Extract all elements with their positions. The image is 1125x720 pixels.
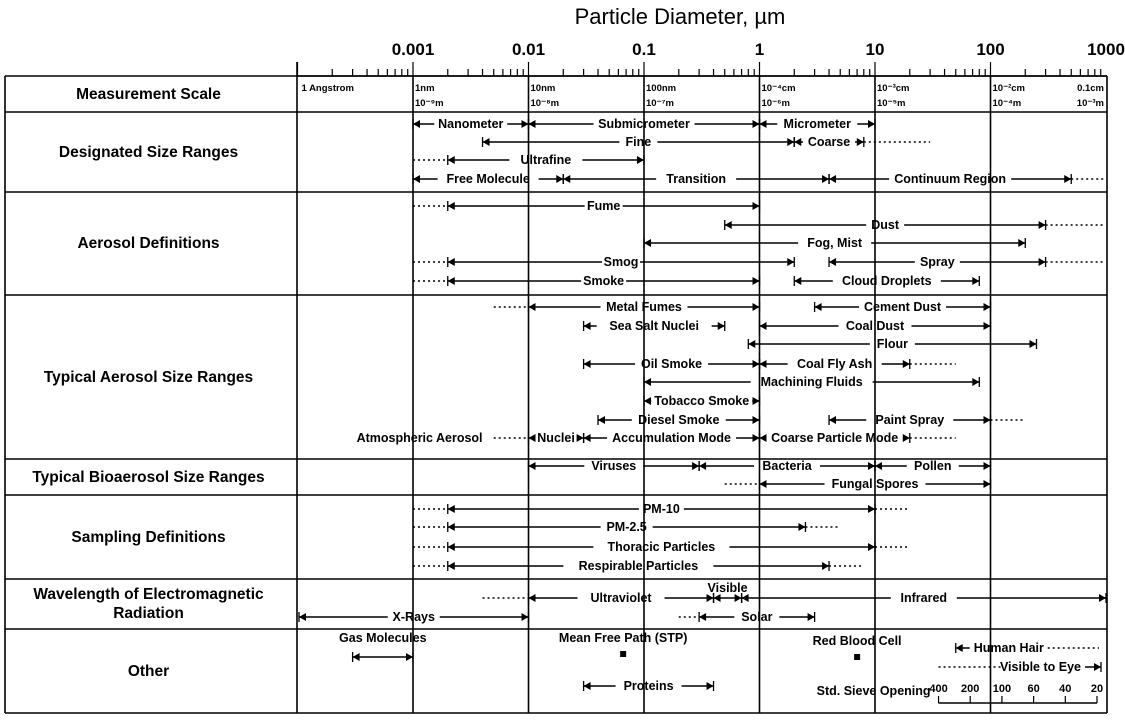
range-arrowhead bbox=[556, 175, 563, 183]
range-arrowhead bbox=[584, 434, 591, 442]
range-label: Transition bbox=[666, 172, 727, 186]
range-arrowhead bbox=[448, 505, 455, 513]
range-label: Infrared bbox=[900, 591, 948, 605]
size-range bbox=[413, 520, 840, 534]
range-label: Nuclei bbox=[537, 431, 575, 445]
range-arrowhead bbox=[644, 397, 651, 405]
size-range bbox=[644, 394, 760, 408]
range-label: Red Blood Cell bbox=[812, 634, 902, 648]
size-range bbox=[815, 300, 991, 314]
size-range bbox=[829, 255, 1104, 269]
range-arrowhead bbox=[753, 416, 760, 424]
section-typical-bioaerosol-size-ranges: Typical Bioaerosol Size Ranges bbox=[32, 468, 265, 486]
section-electromagnetic-wavelength: Wavelength of Electromagnetic Radiation bbox=[33, 586, 264, 622]
range-label: Ultraviolet bbox=[590, 591, 652, 605]
scale-label: 10⁻⁴cm bbox=[761, 83, 796, 94]
range-label: Diesel Smoke bbox=[638, 413, 720, 427]
range-arrowhead bbox=[448, 543, 455, 551]
sieve-number: 100 bbox=[992, 683, 1012, 695]
point-marker bbox=[854, 654, 860, 660]
section-typical-aerosol-size-ranges: Typical Aerosol Size Ranges bbox=[43, 368, 254, 386]
range-label: Nanometer bbox=[438, 117, 504, 131]
range-arrowhead bbox=[413, 175, 420, 183]
range-label: Smog bbox=[603, 255, 639, 269]
range-arrowhead bbox=[984, 480, 991, 488]
range-arrowhead bbox=[972, 277, 979, 285]
range-arrowhead bbox=[903, 434, 910, 442]
decade-label: 0.1 bbox=[632, 40, 656, 59]
range-arrowhead bbox=[868, 505, 875, 513]
size-range bbox=[725, 218, 1104, 232]
range-arrowhead bbox=[718, 322, 725, 330]
range-label: PM-2.5 bbox=[606, 520, 647, 534]
size-range bbox=[483, 591, 714, 605]
decade-label: 1000 bbox=[1087, 40, 1125, 59]
size-range bbox=[494, 300, 760, 314]
section-measurement-scale: Measurement Scale bbox=[76, 85, 221, 103]
size-range bbox=[598, 413, 759, 427]
range-arrowhead bbox=[413, 120, 420, 128]
range-arrowhead bbox=[529, 434, 536, 442]
range-arrowhead bbox=[1029, 340, 1036, 348]
range-arrowhead bbox=[563, 175, 570, 183]
range-arrowhead bbox=[753, 303, 760, 311]
range-arrowhead bbox=[956, 644, 963, 652]
decade-label: 1 bbox=[754, 40, 765, 59]
range-arrowhead bbox=[753, 277, 760, 285]
range-arrowhead bbox=[1094, 663, 1101, 671]
range-arrowhead bbox=[448, 258, 455, 266]
size-range bbox=[563, 172, 829, 186]
range-arrowhead bbox=[753, 397, 760, 405]
range-label: Sea Salt Nuclei bbox=[609, 319, 699, 333]
decade-label: 0.01 bbox=[511, 40, 546, 59]
range-label: Gas Molecules bbox=[339, 631, 427, 645]
size-range bbox=[299, 610, 529, 624]
range-arrowhead bbox=[522, 120, 529, 128]
section-aerosol-definitions: Aerosol Definitions bbox=[77, 235, 220, 252]
range-arrowhead bbox=[794, 277, 801, 285]
range-label: Fine bbox=[625, 135, 652, 149]
sieve-number: 400 bbox=[929, 683, 948, 695]
range-arrowhead bbox=[448, 523, 455, 531]
scale-label: 10nm bbox=[530, 83, 556, 94]
range-arrowhead bbox=[984, 416, 991, 424]
range-arrowhead bbox=[868, 462, 875, 470]
range-label: Coal Dust bbox=[845, 319, 905, 333]
range-arrowhead bbox=[787, 138, 794, 146]
range-label: Accumulation Mode bbox=[612, 431, 731, 445]
range-label: PM-10 bbox=[642, 502, 680, 516]
range-arrowhead bbox=[522, 613, 529, 621]
range-label: Coarse Particle Mode bbox=[771, 431, 899, 445]
range-arrowhead bbox=[822, 175, 829, 183]
range-arrowhead bbox=[529, 594, 536, 602]
size-range bbox=[644, 236, 1025, 250]
range-arrowhead bbox=[753, 434, 760, 442]
size-range bbox=[413, 172, 563, 186]
range-label: Micrometer bbox=[783, 117, 851, 131]
range-label: Visible bbox=[707, 581, 748, 595]
range-label: Human Hair bbox=[973, 641, 1044, 655]
mean-free-path bbox=[559, 631, 688, 657]
range-label: Metal Fumes bbox=[606, 300, 682, 314]
scale-label: 10⁻⁷m bbox=[646, 98, 674, 109]
range-arrowhead bbox=[829, 416, 836, 424]
visible-to-eye bbox=[939, 660, 1101, 674]
sieve-scale bbox=[817, 683, 1104, 703]
scale-label: 1nm bbox=[415, 83, 435, 94]
range-arrowhead bbox=[808, 613, 815, 621]
chart-title: Particle Diameter, µm bbox=[574, 4, 786, 29]
size-range bbox=[584, 319, 725, 333]
size-range bbox=[679, 610, 815, 624]
range-arrowhead bbox=[984, 322, 991, 330]
range-arrowhead bbox=[644, 239, 651, 247]
range-arrowhead bbox=[760, 480, 767, 488]
decade-label: 100 bbox=[976, 40, 1005, 59]
size-range bbox=[357, 431, 483, 445]
range-arrowhead bbox=[644, 378, 651, 386]
range-arrowhead bbox=[735, 594, 742, 602]
range-arrowhead bbox=[984, 462, 991, 470]
range-arrowhead bbox=[692, 462, 699, 470]
range-arrowhead bbox=[707, 682, 714, 690]
range-label: Paint Spray bbox=[875, 413, 945, 427]
scale-label: 10⁻²cm bbox=[992, 83, 1025, 94]
range-arrowhead bbox=[822, 562, 829, 570]
range-label: Flour bbox=[876, 337, 909, 351]
range-arrowhead bbox=[448, 562, 455, 570]
range-arrowhead bbox=[1039, 221, 1046, 229]
range-arrowhead bbox=[584, 360, 591, 368]
size-range bbox=[413, 540, 910, 554]
range-label: Fog, Mist bbox=[807, 236, 863, 250]
range-arrowhead bbox=[753, 360, 760, 368]
range-arrowhead bbox=[577, 434, 584, 442]
range-label: Proteins bbox=[623, 679, 674, 693]
range-arrowhead bbox=[815, 303, 822, 311]
range-label: Cloud Droplets bbox=[841, 274, 932, 288]
range-arrowhead bbox=[787, 258, 794, 266]
range-arrowhead bbox=[483, 138, 490, 146]
range-arrowhead bbox=[857, 138, 864, 146]
range-arrowhead bbox=[972, 378, 979, 386]
range-label: Spray bbox=[919, 255, 955, 269]
size-range bbox=[829, 172, 1104, 186]
scale-label: 10⁻⁸m bbox=[530, 98, 560, 109]
range-arrowhead bbox=[794, 138, 801, 146]
scale-label: 10⁻⁵m bbox=[877, 98, 906, 109]
range-arrowhead bbox=[760, 434, 767, 442]
range-label: Visible to Eye bbox=[999, 660, 1081, 674]
range-label: Fungal Spores bbox=[831, 477, 919, 491]
range-arrowhead bbox=[584, 322, 591, 330]
range-label: Free Molecule bbox=[446, 172, 530, 186]
size-range bbox=[699, 459, 875, 473]
scale-label: 0.1cm bbox=[1077, 83, 1104, 94]
size-range bbox=[413, 502, 910, 516]
scale-label: 1 Angstrom bbox=[301, 83, 354, 94]
size-range bbox=[494, 431, 584, 445]
sieve-number: 200 bbox=[961, 683, 980, 695]
range-arrowhead bbox=[529, 462, 536, 470]
size-range bbox=[794, 135, 930, 149]
range-arrowhead bbox=[1099, 594, 1106, 602]
range-label: Atmospheric Aerosol bbox=[356, 431, 483, 445]
range-label: Ultrafine bbox=[520, 153, 572, 167]
range-arrowhead bbox=[707, 594, 714, 602]
scale-label: 10⁻⁹m bbox=[415, 98, 444, 109]
size-range bbox=[584, 679, 714, 693]
size-range bbox=[584, 431, 760, 445]
range-arrowhead bbox=[448, 156, 455, 164]
range-arrowhead bbox=[903, 360, 910, 368]
range-label: Fume bbox=[586, 199, 621, 213]
size-range bbox=[413, 255, 794, 269]
range-arrowhead bbox=[637, 156, 644, 164]
range-label: X-Rays bbox=[392, 610, 435, 624]
size-range bbox=[829, 413, 1025, 427]
range-arrowhead bbox=[748, 340, 755, 348]
size-range bbox=[760, 357, 956, 371]
range-label: Oil Smoke bbox=[640, 357, 703, 371]
range-label: Thoracic Particles bbox=[607, 540, 716, 554]
scale-label: 10⁻³m bbox=[1076, 98, 1104, 109]
range-label: Cement Dust bbox=[864, 300, 942, 314]
range-arrowhead bbox=[753, 120, 760, 128]
range-arrowhead bbox=[798, 523, 805, 531]
size-range bbox=[413, 153, 644, 167]
size-range bbox=[413, 274, 760, 288]
size-range bbox=[742, 591, 1106, 605]
size-range bbox=[413, 117, 529, 131]
range-arrowhead bbox=[448, 277, 455, 285]
range-arrowhead bbox=[868, 543, 875, 551]
sieve-number: 40 bbox=[1059, 683, 1072, 695]
range-arrowhead bbox=[299, 613, 306, 621]
sieve-number: 60 bbox=[1027, 683, 1040, 695]
section-sampling-definitions: Sampling Definitions bbox=[71, 528, 226, 546]
range-label: Bacteria bbox=[762, 459, 812, 473]
range-arrowhead bbox=[529, 303, 536, 311]
range-arrowhead bbox=[753, 202, 760, 210]
range-arrowhead bbox=[829, 258, 836, 266]
range-arrowhead bbox=[353, 653, 360, 661]
section-designated-size-ranges: Designated Size Ranges bbox=[58, 143, 239, 161]
range-label: Submicrometer bbox=[598, 117, 690, 131]
range-label: Coarse bbox=[807, 135, 851, 149]
range-arrowhead bbox=[699, 462, 706, 470]
size-range bbox=[875, 459, 991, 473]
range-arrowhead bbox=[984, 303, 991, 311]
range-arrowhead bbox=[725, 221, 732, 229]
size-range bbox=[794, 274, 979, 288]
range-arrowhead bbox=[406, 653, 413, 661]
range-label: Viruses bbox=[591, 459, 637, 473]
range-arrowhead bbox=[829, 175, 836, 183]
range-arrowhead bbox=[598, 416, 605, 424]
range-arrowhead bbox=[1039, 258, 1046, 266]
size-range bbox=[760, 319, 991, 333]
range-label: Tobacco Smoke bbox=[654, 394, 750, 408]
size-range bbox=[644, 375, 979, 389]
range-label: Continuum Region bbox=[894, 172, 1007, 186]
size-range bbox=[748, 337, 1036, 351]
range-arrowhead bbox=[448, 202, 455, 210]
decade-label: 10 bbox=[865, 40, 885, 59]
red-blood-cell bbox=[813, 634, 902, 660]
range-arrowhead bbox=[742, 594, 749, 602]
range-label: Pollen bbox=[913, 459, 952, 473]
range-label: Solar bbox=[741, 610, 773, 624]
human-hair bbox=[956, 641, 1099, 655]
size-range bbox=[413, 199, 760, 213]
sieve-label: Std. Sieve Opening bbox=[816, 684, 931, 698]
range-arrowhead bbox=[714, 594, 721, 602]
section-other: Other bbox=[127, 662, 170, 680]
scale-label: 10⁻⁴m bbox=[992, 98, 1022, 109]
decade-label: 0.001 bbox=[391, 40, 435, 59]
scale-label: 10⁻³cm bbox=[877, 83, 910, 94]
sieve-number: 20 bbox=[1090, 683, 1104, 695]
size-range bbox=[413, 559, 864, 573]
range-arrowhead bbox=[875, 462, 882, 470]
range-label: Mean Free Path (STP) bbox=[558, 631, 688, 645]
range-arrowhead bbox=[584, 682, 591, 690]
range-arrowhead bbox=[1018, 239, 1025, 247]
size-range bbox=[725, 477, 991, 491]
range-label: Smoke bbox=[583, 274, 625, 288]
size-range bbox=[529, 459, 700, 473]
scale-label: 10⁻⁶m bbox=[761, 98, 790, 109]
point-marker bbox=[620, 651, 626, 657]
scale-label: 100nm bbox=[646, 83, 677, 94]
range-label: Respirable Particles bbox=[578, 559, 699, 573]
range-arrowhead bbox=[1064, 175, 1071, 183]
range-label: Coal Fly Ash bbox=[797, 357, 873, 371]
range-arrowhead bbox=[760, 120, 767, 128]
size-range bbox=[529, 117, 760, 131]
range-arrowhead bbox=[760, 360, 767, 368]
range-label: Machining Fluids bbox=[760, 375, 863, 389]
size-range bbox=[760, 431, 956, 445]
range-arrowhead bbox=[529, 120, 536, 128]
range-arrowhead bbox=[699, 613, 706, 621]
size-range bbox=[760, 117, 876, 131]
range-label: Dust bbox=[871, 218, 900, 232]
range-arrowhead bbox=[760, 322, 767, 330]
range-arrowhead bbox=[868, 120, 875, 128]
size-range bbox=[584, 357, 760, 371]
